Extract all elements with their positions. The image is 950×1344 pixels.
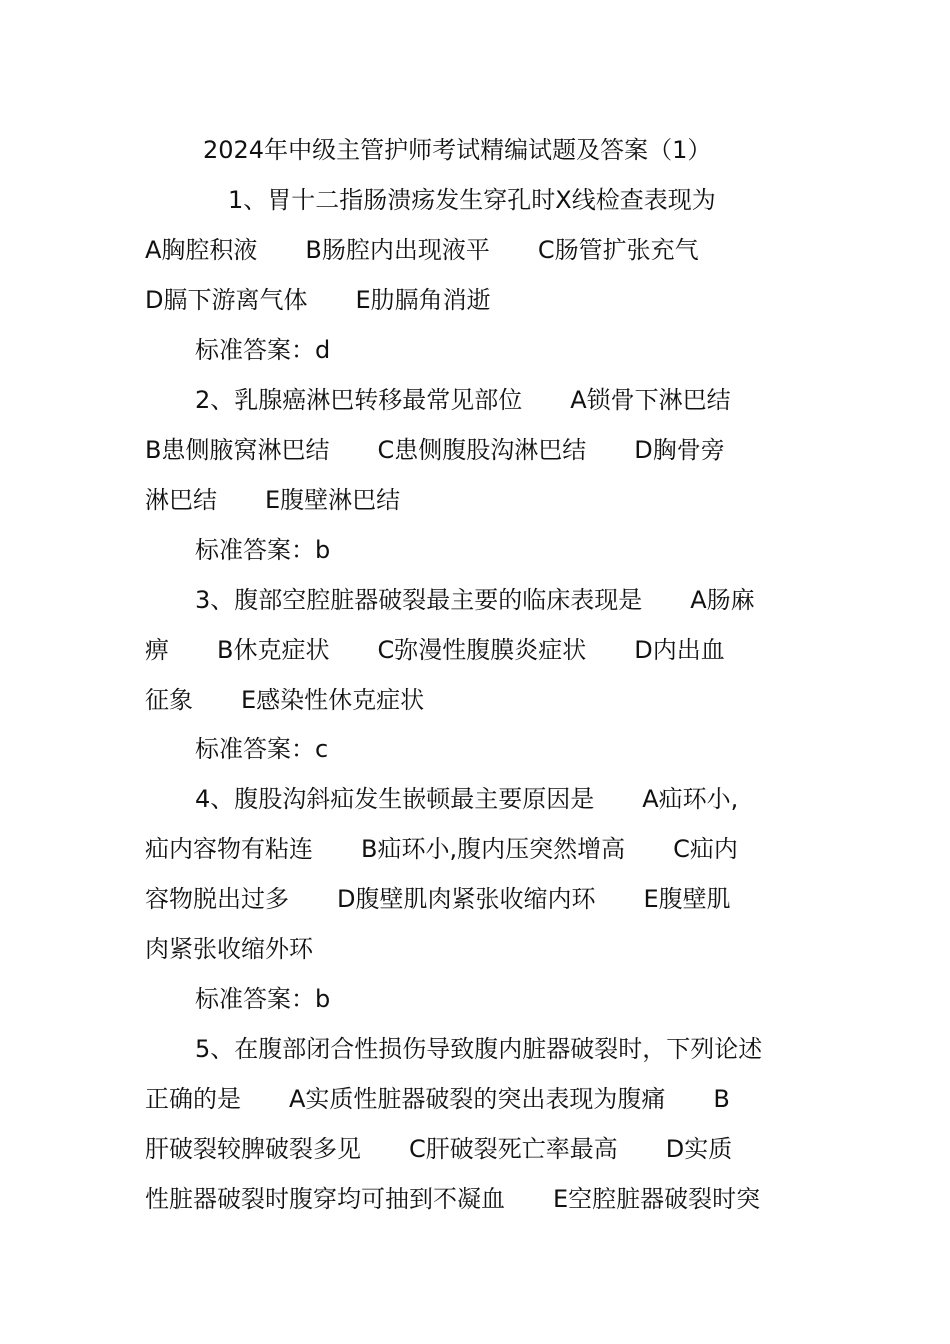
question-3-stem: 3、腹部空腔脏器破裂最主要的临床表现是 A肠麻 bbox=[195, 586, 755, 614]
question-1-stem: 1、胃十二指肠溃疡发生穿孔时X线检查表现为 bbox=[228, 186, 716, 214]
question-2-options-line-1: B患侧腋窝淋巴结 C患侧腹股沟淋巴结 D胸骨旁 bbox=[145, 436, 725, 464]
question-4-stem: 4、腹股沟斜疝发生嵌顿最主要原因是 A疝环小, bbox=[195, 785, 739, 813]
question-4-answer: 标准答案：b bbox=[195, 985, 331, 1013]
question-4-options-line-1: 疝内容物有粘连 B疝环小,腹内压突然增高 C疝内 bbox=[145, 835, 738, 863]
question-3-options-line-1: 痹 B休克症状 C弥漫性腹膜炎症状 D内出血 bbox=[145, 636, 725, 664]
question-4-options-line-3: 肉紧张收缩外环 bbox=[145, 935, 313, 963]
question-2-answer: 标准答案：b bbox=[195, 536, 331, 564]
question-5-stem: 5、在腹部闭合性损伤导致腹内脏器破裂时，下列论述 bbox=[195, 1035, 763, 1063]
question-3-options-line-2: 征象 E感染性休克症状 bbox=[145, 686, 425, 714]
question-2-stem: 2、乳腺癌淋巴转移最常见部位 A锁骨下淋巴结 bbox=[195, 386, 731, 414]
question-5-options-line-2: 肝破裂较脾破裂多见 C肝破裂死亡率最高 D实质 bbox=[145, 1135, 733, 1163]
question-5-options-line-1: 正确的是 A实质性脏器破裂的突出表现为腹痛 B bbox=[145, 1085, 730, 1113]
question-1-options-line-1: A胸腔积液 B肠腔内出现液平 C肠管扩张充气 bbox=[145, 236, 699, 264]
question-1-answer: 标准答案：d bbox=[195, 336, 331, 364]
question-4-options-line-2: 容物脱出过多 D腹壁肌肉紧张收缩内环 E腹壁肌 bbox=[145, 885, 731, 913]
question-3-answer: 标准答案：c bbox=[195, 735, 329, 763]
question-2-options-line-2: 淋巴结 E腹壁淋巴结 bbox=[145, 486, 401, 514]
document-title: 2024年中级主管护师考试精编试题及答案（1） bbox=[203, 136, 712, 164]
question-1-options-line-2: D膈下游离气体 E肋膈角消逝 bbox=[145, 286, 491, 314]
question-5-options-line-3: 性脏器破裂时腹穿均可抽到不凝血 E空腔脏器破裂时突 bbox=[145, 1185, 761, 1213]
